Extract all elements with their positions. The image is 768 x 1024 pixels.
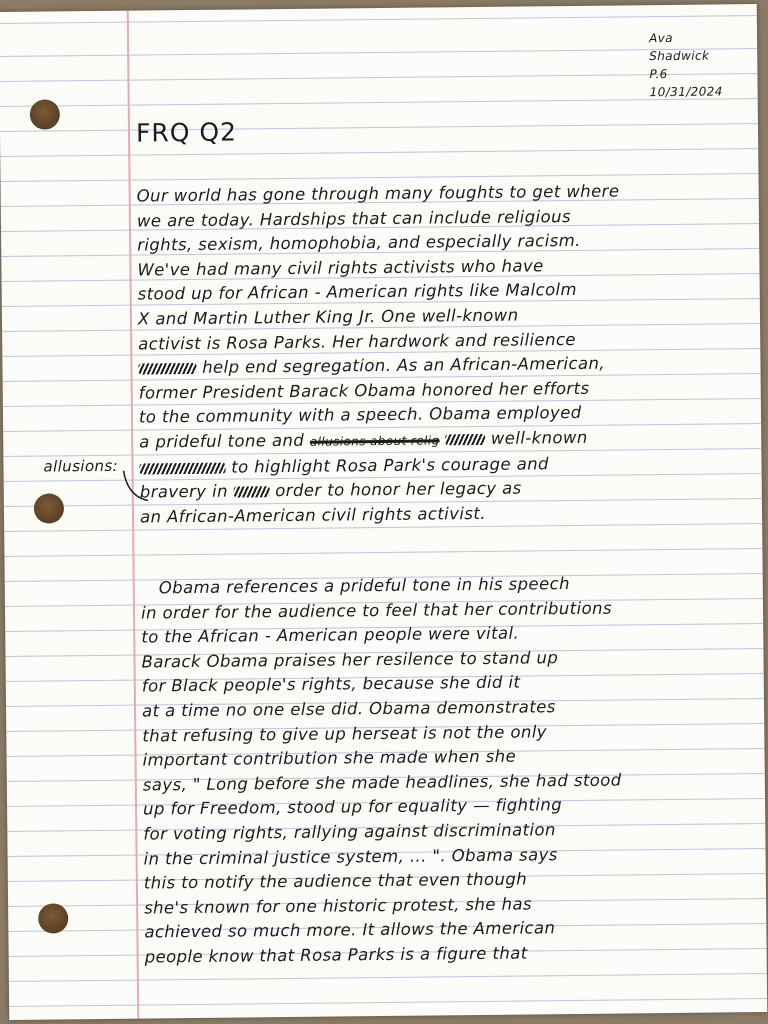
text-line: X and Martin Luther King Jr. One well-known (137, 305, 519, 329)
text-line: that refusing to give up herseat is not the only (142, 721, 548, 746)
scribble-out (139, 462, 225, 474)
student-last-name: Shadwick (649, 48, 710, 64)
text-line: achieved so much more. It allows the American (144, 918, 556, 942)
class-period: P.6 (649, 66, 668, 82)
text-line: stood up for African - American rights like Malcolm (137, 280, 578, 304)
text-fragment: help end segregation. As an African-American, (202, 353, 606, 378)
paragraph-2 (141, 570, 755, 970)
text-fragment: order to honor her legacy as (275, 478, 522, 501)
binder-hole-bottom (38, 903, 68, 933)
text-fragment: a prideful tone and (139, 430, 305, 452)
text-line: former President Barack Obama honored her efforts (138, 378, 590, 403)
text-line: for Black people's rights, because she did it (141, 672, 521, 696)
text-line: in order for the audience to feel that her contributions (140, 598, 613, 623)
margin-line (127, 11, 140, 1019)
text-line: to the community with a speech. Obama employed (138, 403, 582, 427)
text-fragment: to highlight Rosa Park's courage and (231, 453, 549, 477)
student-header (649, 28, 750, 101)
text-line: people know that Rosa Parks is a figure that (144, 943, 528, 967)
text-line: Obama references a prideful tone in his speech (158, 574, 571, 598)
text-line: to the African - American people were vital. (141, 623, 520, 647)
date: 10/31/2024 (649, 84, 723, 100)
text-line: we are today. Hardships that can include religious (136, 206, 572, 231)
paragraph-1 (137, 178, 751, 530)
text-line: an African-American civil rights activist. (139, 503, 486, 527)
binder-hole-top (30, 99, 60, 129)
text-fragment: well-known (490, 427, 588, 448)
text-line: in the criminal justice system, ... ". Obama says (143, 844, 558, 869)
text-line: Our world has gone through many foughts to get where (136, 181, 620, 206)
scribble-out (234, 486, 270, 497)
page-title: FRQ Q2 (135, 117, 238, 148)
scribble-out (445, 434, 485, 445)
text-line: this to notify the audience that even though (143, 869, 528, 893)
margin-note: allusions: (43, 456, 119, 476)
text-line: activist is Rosa Parks. Her hardwork and resilience (138, 329, 577, 354)
scribble-out (138, 363, 196, 375)
text-line: up for Freedom, stood up for equality — fighting (143, 795, 563, 819)
text-line: at a time no one else did. Obama demonstrates (141, 697, 556, 721)
text-line: important contribution she made when she (142, 746, 517, 770)
text-line: Barack Obama praises her resilence to stand up (141, 647, 559, 672)
text-line: for voting rights, rallying against discrimination (143, 820, 556, 844)
notebook-page (0, 4, 767, 1020)
student-first-name: Ava (648, 30, 673, 46)
text-line: says, " Long before she made headlines, she had stood (142, 770, 622, 795)
text-fragment: bravery in (139, 481, 228, 502)
text-line: she's known for one historic protest, she has (144, 894, 533, 918)
binder-hole-middle (34, 493, 64, 523)
text-line: rights, sexism, homophobia, and especially racism. (137, 231, 581, 255)
crossed-out-text: allusions about relig (309, 433, 440, 449)
text-line: We've had many civil rights activists who have (137, 256, 544, 280)
